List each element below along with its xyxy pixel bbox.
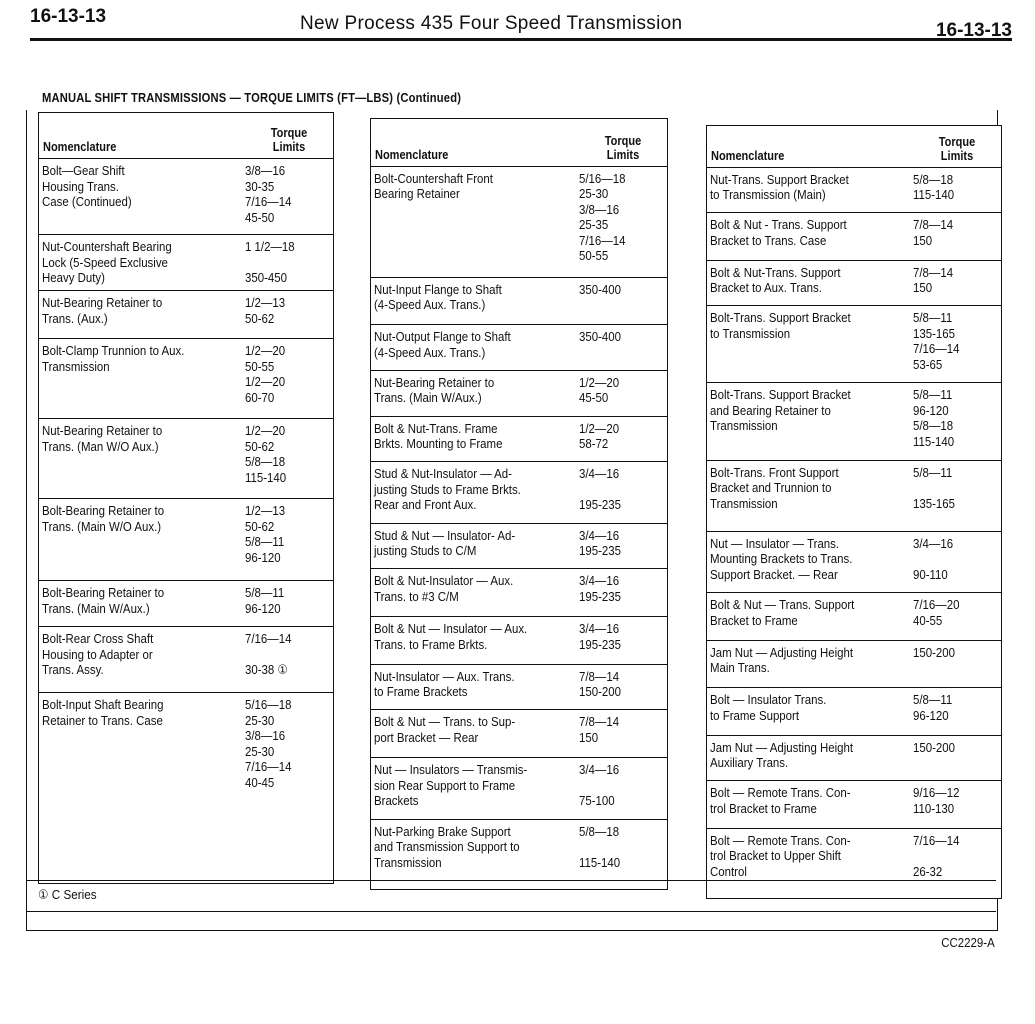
torque-cell: 150-200 [913, 644, 955, 660]
column-header [39, 113, 333, 159]
nomenclature-cell: Nut-Output Flange to Shaft (4-Speed Aux. Trans.) [374, 329, 511, 360]
torque-cell: 5/8—18 115-140 [579, 823, 621, 870]
table-row [707, 781, 1001, 829]
table-row [39, 339, 333, 419]
nomenclature-cell: Bolt — Insulator Trans. to Frame Support [710, 692, 827, 723]
table-row [39, 693, 333, 875]
footnote-text: ① C Series [38, 887, 97, 902]
nomenclature-cell: Bolt-Trans. Support Bracket to Transmission [710, 310, 851, 341]
table-row [707, 688, 1001, 736]
torque-cell: 1/2—20 45-50 [579, 374, 620, 406]
page-header [30, 4, 1012, 41]
nomenclature-cell: Bolt & Nut - Trans. Support Bracket to Trans. Case [710, 217, 847, 248]
torque-column-3 [706, 125, 1002, 899]
table-row [371, 417, 667, 463]
torque-cell: 9/16—12 110-130 [913, 785, 960, 816]
torque-cell: 150-200 [913, 739, 955, 755]
torque-cell: 3/4—16 75-100 [579, 762, 620, 809]
torque-cell: 1/2—20 50-55 1/2—20 60-70 [245, 343, 286, 405]
table-row [707, 383, 1001, 460]
nomenclature-cell: Bolt-Clamp Trunnion to Aux. Transmission [42, 343, 185, 374]
column-header [371, 119, 667, 167]
nomenclature-cell: Nut-Parking Brake Support and Transmission Support to Transmission [374, 823, 520, 870]
header-nomenclature: Nomenclature [375, 147, 449, 162]
nomenclature-cell: Nut-Bearing Retainer to Trans. (Man W/O Aux.) [42, 423, 163, 454]
table-row [707, 641, 1001, 689]
table-row [707, 532, 1001, 593]
torque-cell: 7/8—14 150-200 [579, 668, 621, 700]
table-row [707, 736, 1001, 782]
torque-cell: 3/4—16 195-235 [579, 621, 621, 652]
table-row [371, 325, 667, 371]
nomenclature-cell: Bolt-Bearing Retainer to Trans. (Main W/Aux.) [42, 585, 165, 616]
nomenclature-cell: Nut-Countershaft Bearing Lock (5-Speed Exclusive Heavy Duty) [42, 239, 172, 285]
table-row [371, 462, 667, 524]
nomenclature-cell: Bolt & Nut-Trans. Support Bracket to Aux. Trans. [710, 264, 841, 296]
nomenclature-cell: Bolt & Nut — Insulator — Aux. Trans. to Frame Brkts. [374, 621, 528, 652]
nomenclature-cell: Bolt — Remote Trans. Con- trol Bracket to Frame [710, 785, 851, 816]
table-row [371, 371, 667, 417]
torque-cell: 5/16—18 25-30 3/8—16 25-30 7/16—14 40-45 [245, 697, 292, 790]
table-row [707, 261, 1001, 307]
nomenclature-cell: Bolt & Nut-Trans. Frame Brkts. Mounting to Frame [374, 420, 503, 452]
nomenclature-cell: Bolt & Nut — Trans. Support Bracket to Frame [710, 597, 855, 628]
section-title: MANUAL SHIFT TRANSMISSIONS — TORQUE LIMITS (FT—LBS) (Continued) [42, 90, 462, 105]
table-row [371, 569, 667, 617]
torque-cell: 5/8—11 96-120 [245, 585, 285, 616]
table-row [371, 167, 667, 278]
table-row [707, 168, 1001, 214]
torque-cell: 7/8—14 150 [913, 217, 954, 248]
torque-cell: 3/4—16 195-235 [579, 527, 621, 559]
table-row [707, 461, 1001, 532]
torque-cell: 350-400 [579, 281, 621, 297]
table-row [707, 306, 1001, 383]
table-row [39, 581, 333, 627]
table-row [39, 419, 333, 499]
torque-column-2 [370, 118, 668, 890]
nomenclature-cell: Nut — Insulator — Trans. Mounting Brackets to Trans. Support Bracket. — Rear [710, 535, 853, 582]
nomenclature-cell: Bolt & Nut — Trans. to Sup- port Bracket — Rear [374, 714, 516, 745]
torque-cell: 1/2—13 50-62 [245, 295, 286, 326]
table-row [371, 710, 667, 758]
torque-cell: 1/2—20 50-62 5/8—18 115-140 [245, 423, 287, 485]
torque-cell: 5/8—11 96-120 [913, 692, 953, 723]
header-torque-limits: Torque Limits [270, 126, 308, 154]
torque-cell: 350-400 [579, 329, 621, 345]
table-row [39, 499, 333, 581]
torque-cell: 5/8—11 135-165 7/16—14 53-65 [913, 310, 960, 372]
nomenclature-cell: Bolt-Trans. Support Bracket and Bearing Retainer to Transmission [710, 387, 851, 434]
page-number-left: 16-13-13 [30, 6, 107, 27]
torque-cell: 7/8—14 150 [913, 264, 954, 296]
torque-cell: 7/16—14 26-32 [913, 832, 960, 879]
figure-code: CC2229-A [941, 935, 995, 950]
torque-cell: 1/2—13 50-62 5/8—11 96-120 [245, 503, 286, 565]
torque-column-1 [38, 112, 334, 884]
header-nomenclature: Nomenclature [711, 148, 785, 163]
torque-cell: 5/8—11 135-165 [913, 464, 955, 511]
nomenclature-cell: Bolt-Input Shaft Bearing Retainer to Trans. Case [42, 697, 164, 728]
page-number-right: 16-13-13 [935, 20, 1012, 41]
nomenclature-cell: Bolt—Gear Shift Housing Trans. Case (Continued) [42, 163, 132, 209]
torque-cell: 3/4—16 195-235 [579, 573, 621, 604]
table-row [371, 820, 667, 889]
table-row [371, 665, 667, 711]
torque-cell: 3/4—16 195-235 [579, 466, 621, 513]
nomenclature-cell: Nut-Bearing Retainer to Trans. (Main W/Aux.) [374, 374, 495, 406]
nomenclature-cell: Nut-Bearing Retainer to Trans. (Aux.) [42, 295, 163, 326]
table-row [371, 758, 667, 820]
nomenclature-cell: Bolt-Countershaft Front Bearing Retainer [374, 170, 493, 202]
page-title: New Process 435 Four Speed Transmission [300, 13, 683, 34]
torque-cell: 5/16—18 25-30 3/8—16 25-35 7/16—14 50-55 [579, 170, 626, 264]
header-torque-limits: Torque Limits [938, 134, 976, 163]
torque-cell: 7/8—14 150 [579, 714, 620, 745]
torque-cell: 7/16—20 40-55 [913, 597, 960, 628]
torque-cell: 1 1/2—18 350-450 [245, 239, 295, 285]
nomenclature-cell: Bolt — Remote Trans. Con- trol Bracket to Upper Shift Control [710, 832, 851, 879]
column-header [707, 126, 1001, 168]
footnote [26, 880, 996, 912]
table-row [39, 291, 333, 339]
nomenclature-cell: Bolt & Nut-Insulator — Aux. Trans. to #3 C/M [374, 573, 514, 604]
torque-cell: 5/8—11 96-120 5/8—18 115-140 [913, 387, 955, 449]
nomenclature-cell: Bolt-Trans. Front Support Bracket and Trunnion to Transmission [710, 464, 839, 511]
table-row [707, 213, 1001, 261]
torque-cell: 1/2—20 58-72 [579, 420, 620, 452]
nomenclature-cell: Nut-Insulator — Aux. Trans. to Frame Brackets [374, 668, 515, 700]
header-nomenclature: Nomenclature [43, 140, 117, 154]
nomenclature-cell: Jam Nut — Adjusting Height Main Trans. [710, 644, 854, 676]
table-row [39, 159, 333, 235]
table-row [371, 617, 667, 665]
table-row [371, 278, 667, 326]
nomenclature-cell: Nut-Input Flange to Shaft (4-Speed Aux. Trans.) [374, 281, 502, 313]
torque-cell: 7/16—14 30-38 ① [245, 631, 292, 677]
nomenclature-cell: Stud & Nut-Insulator — Ad- justing Studs to Frame Brkts. Rear and Front Aux. [374, 466, 521, 513]
torque-cell: 3/4—16 90-110 [913, 535, 954, 582]
nomenclature-cell: Jam Nut — Adjusting Height Auxiliary Trans. [710, 739, 854, 771]
table-row [39, 235, 333, 291]
torque-cell: 5/8—18 115-140 [913, 171, 955, 203]
header-torque-limits: Torque Limits [604, 133, 642, 162]
table-row [707, 593, 1001, 641]
nomenclature-cell: Nut — Insulators — Transmis- sion Rear Support to Frame Brackets [374, 762, 528, 809]
table-row [39, 627, 333, 693]
nomenclature-cell: Nut-Trans. Support Bracket to Transmission (Main) [710, 171, 849, 203]
torque-cell: 3/8—16 30-35 7/16—14 45-50 [245, 163, 292, 225]
table-row [371, 524, 667, 570]
nomenclature-cell: Bolt-Bearing Retainer to Trans. (Main W/O Aux.) [42, 503, 165, 534]
nomenclature-cell: Bolt-Rear Cross Shaft Housing to Adapter or Trans. Assy. [42, 631, 154, 677]
nomenclature-cell: Stud & Nut — Insulator- Ad- justing Studs to C/M [374, 527, 516, 559]
